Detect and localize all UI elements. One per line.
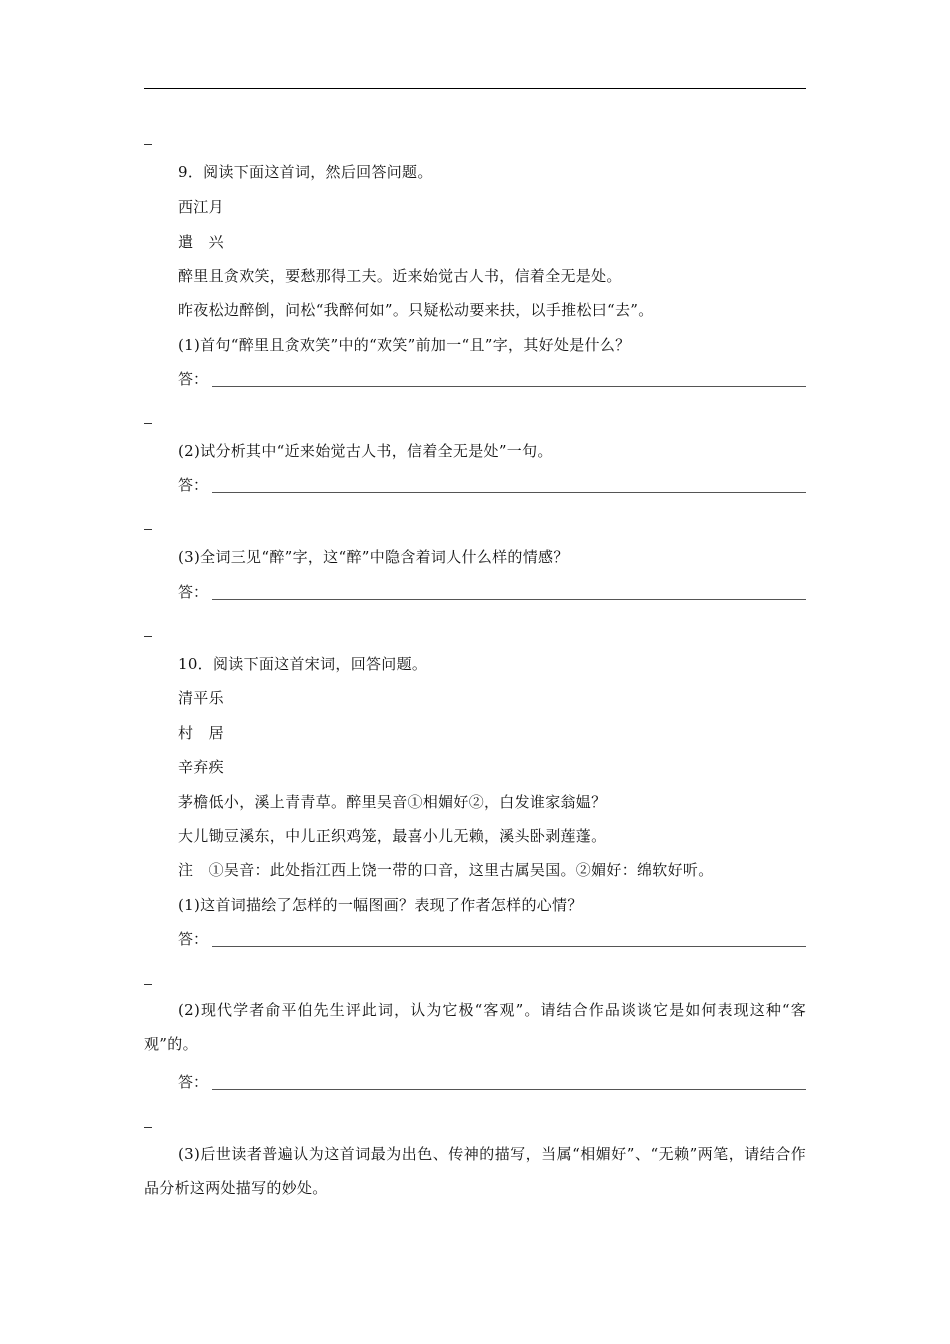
answer-blank[interactable]: [212, 598, 806, 600]
q10-poem-title: 清平乐: [178, 689, 224, 707]
answer-label: 答：: [178, 583, 209, 601]
answer-label: 答：: [178, 1073, 209, 1091]
dash-mark: [144, 1127, 152, 1128]
q10-sub3: (3)后世读者普遍认为这首词最为出色、传神的描写，当属“相媚好”、“无赖”两笔，请结合作品分析这两处描写的妙处。: [144, 1145, 806, 1197]
dash-mark: [144, 144, 152, 145]
q9-poem-subtitle: 遣 兴: [178, 233, 224, 251]
dash-mark: [144, 423, 152, 424]
q10-sub1: (1)这首词描绘了怎样的一幅图画？表现了作者怎样的心情？: [178, 896, 583, 914]
q9-answer1[interactable]: [178, 369, 806, 389]
q10-sub2: (2)现代学者俞平伯先生评此词，认为它极“客观”。请结合作品谈谈它是如何表现这种“客观”的。: [144, 1001, 806, 1053]
q10-poem-line1: 茅檐低小，溪上青青草。醉里吴音①相媚好②，白发谁家翁媪？: [178, 793, 607, 811]
header-rule: [144, 88, 806, 89]
answer-blank[interactable]: [212, 1088, 806, 1090]
answer-label: 答：: [178, 930, 209, 948]
answer-blank[interactable]: [212, 385, 806, 387]
dash-mark: [144, 636, 152, 637]
q9-sub1: (1)首句“醉里且贪欢笑”中的“欢笑”前加一“且”字，其好处是什么？: [178, 336, 631, 354]
answer-blank[interactable]: [212, 945, 806, 947]
q9-intro: 9．阅读下面这首词，然后回答问题。: [178, 163, 433, 181]
q10-intro: 10．阅读下面这首宋词，回答问题。: [178, 655, 428, 673]
q9-sub2: (2)试分析其中“近来始觉古人书，信着全无是处”一句。: [178, 442, 553, 460]
q10-poem-line2: 大儿锄豆溪东，中儿正织鸡笼，最喜小儿无赖，溪头卧剥莲蓬。: [178, 827, 607, 845]
dash-mark: [144, 529, 152, 530]
q10-answer2[interactable]: [178, 1072, 806, 1092]
q10-answer1[interactable]: [178, 929, 806, 949]
q10-note: 注 ①吴音：此处指江西上饶一带的口音，这里古属吴国。②媚好：绵软好听。: [178, 861, 714, 879]
q9-poem-line2: 昨夜松边醉倒，问松“我醉何如”。只疑松动要来扶，以手推松曰“去”。: [178, 301, 654, 319]
q10-poem-subtitle: 村 居: [178, 724, 224, 742]
q9-poem-title: 西江月: [178, 198, 224, 216]
q9-sub3: (3)全词三见“醉”字，这“醉”中隐含着词人什么样的情感？: [178, 548, 569, 566]
q10-author: 辛弃疾: [178, 758, 224, 776]
answer-blank[interactable]: [212, 491, 806, 493]
answer-label: 答：: [178, 476, 209, 494]
q9-answer2[interactable]: [178, 475, 806, 495]
answer-label: 答：: [178, 370, 209, 388]
dash-mark: [144, 984, 152, 985]
q9-answer3[interactable]: [178, 582, 806, 602]
q9-poem-line1: 醉里且贪欢笑，要愁那得工夫。近来始觉古人书，信着全无是处。: [178, 267, 622, 285]
